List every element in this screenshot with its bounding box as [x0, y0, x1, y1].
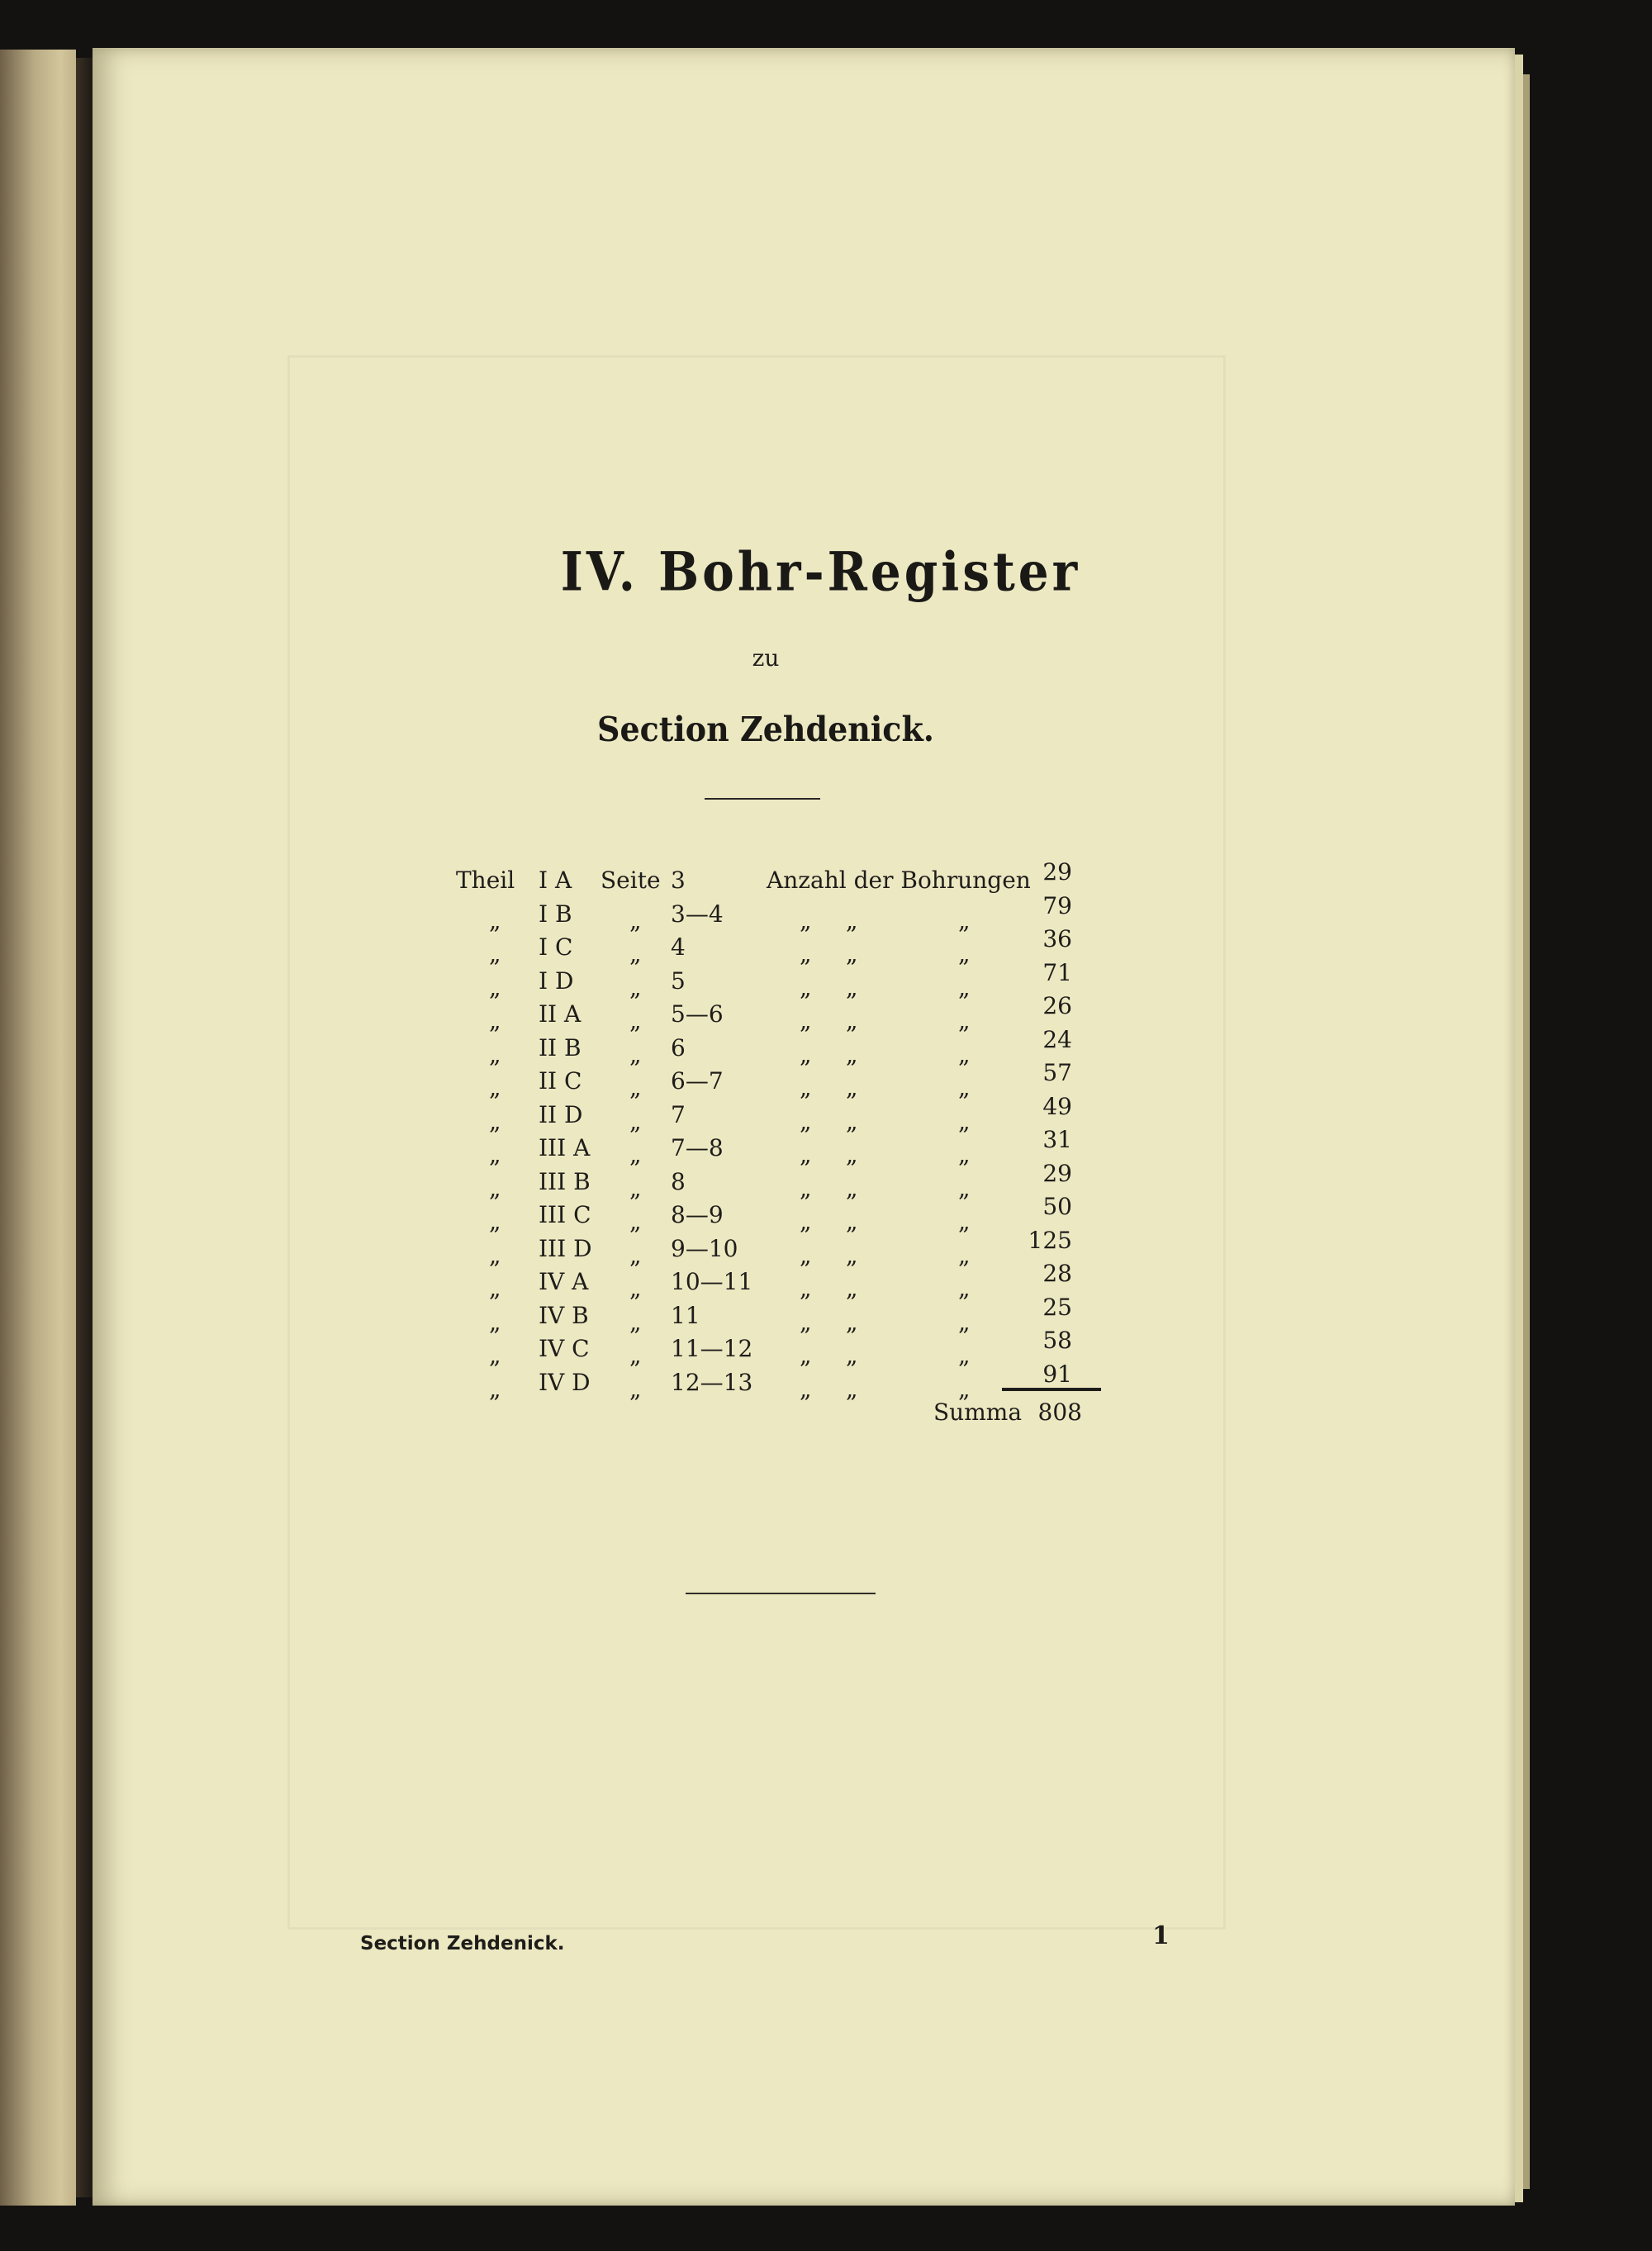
register-part: II A — [539, 1000, 582, 1028]
ditto-mark: „ — [846, 1275, 858, 1302]
ditto-mark: „ — [958, 1141, 971, 1168]
ditto-mark: „ — [629, 1007, 642, 1034]
register-pages: 4 — [671, 933, 686, 961]
register-part: I B — [539, 900, 572, 928]
ditto-mark: „ — [846, 974, 858, 1001]
register-part: III C — [539, 1201, 591, 1228]
register-count: 49 — [1042, 1093, 1072, 1120]
ditto-mark: „ — [800, 1275, 812, 1302]
ditto-mark: „ — [958, 1275, 971, 1302]
ditto-mark: „ — [629, 1141, 642, 1168]
register-part: II D — [539, 1101, 583, 1128]
page-edge — [1515, 55, 1523, 2202]
section-title: Section Zehdenick. — [597, 709, 934, 749]
register-pages: 6 — [671, 1034, 686, 1061]
title-divider — [705, 798, 820, 800]
register-pages: 12—13 — [671, 1369, 753, 1396]
register-part: III A — [539, 1134, 591, 1161]
register-pages: 8 — [671, 1168, 686, 1195]
ditto-mark: „ — [846, 1375, 858, 1403]
ditto-mark: „ — [958, 907, 971, 934]
register-part: I C — [539, 933, 573, 961]
ditto-mark: „ — [800, 1141, 812, 1168]
ditto-mark: „ — [846, 1041, 858, 1068]
ditto-mark: „ — [489, 974, 501, 1001]
ditto-mark: „ — [958, 1308, 971, 1336]
ditto-mark: „ — [489, 1342, 501, 1369]
ditto-mark: „ — [800, 940, 812, 967]
ditto-mark: „ — [489, 940, 501, 967]
register-pages: 3 — [671, 867, 686, 894]
ditto-mark: „ — [958, 1208, 971, 1235]
ditto-mark: „ — [800, 1074, 812, 1101]
ditto-mark: „ — [629, 1041, 642, 1068]
register-count: 29 — [1042, 858, 1072, 886]
register-pages: 5 — [671, 967, 686, 995]
register-count: 28 — [1042, 1260, 1072, 1287]
register-pages: 8—9 — [671, 1201, 724, 1228]
ditto-mark: „ — [800, 1208, 812, 1235]
register-count: 31 — [1042, 1126, 1072, 1153]
ditto-mark: „ — [958, 1041, 971, 1068]
register-count: 26 — [1042, 992, 1072, 1019]
register-part: I D — [539, 967, 574, 995]
ditto-mark: „ — [629, 1074, 642, 1101]
ditto-mark: „ — [489, 1208, 501, 1235]
register-pages: 10—11 — [671, 1268, 753, 1295]
page-title: IV. Bohr-Register — [560, 539, 1081, 604]
ditto-mark: „ — [800, 1108, 812, 1135]
register-pages: 6—7 — [671, 1067, 724, 1095]
ditto-mark: „ — [958, 1342, 971, 1369]
register-count: 79 — [1042, 892, 1072, 919]
register-count: 58 — [1042, 1327, 1072, 1354]
register-part: IV C — [539, 1335, 590, 1362]
ditto-mark: „ — [629, 1108, 642, 1135]
ditto-mark: „ — [846, 1141, 858, 1168]
ditto-mark: „ — [958, 940, 971, 967]
ditto-mark: „ — [958, 974, 971, 1001]
ditto-mark: „ — [800, 1041, 812, 1068]
register-pages: 9—10 — [671, 1235, 738, 1262]
ditto-mark: „ — [629, 1242, 642, 1269]
register-pages: 3—4 — [671, 900, 724, 928]
register-part: III B — [539, 1168, 591, 1195]
ditto-mark: „ — [846, 1108, 858, 1135]
ditto-mark: „ — [489, 1041, 501, 1068]
register-count: 29 — [1042, 1160, 1072, 1187]
ditto-mark: „ — [489, 1308, 501, 1336]
register-count: 57 — [1042, 1059, 1072, 1086]
ditto-mark: „ — [846, 1074, 858, 1101]
register-part: II B — [539, 1034, 582, 1061]
page-number: 1 — [1152, 1921, 1170, 1950]
ditto-mark: „ — [846, 1208, 858, 1235]
register-count: 36 — [1042, 925, 1072, 952]
register-pages: 11 — [671, 1302, 700, 1329]
ditto-mark: „ — [800, 1375, 812, 1403]
ditto-mark: „ — [846, 1242, 858, 1269]
ditto-mark: „ — [958, 1074, 971, 1101]
theil-label: Theil — [456, 867, 515, 894]
register-count: 25 — [1042, 1294, 1072, 1321]
register-part: III D — [539, 1235, 592, 1262]
ditto-mark: „ — [489, 907, 501, 934]
ditto-mark: „ — [629, 1342, 642, 1369]
ditto-mark: „ — [489, 1275, 501, 1302]
ditto-mark: „ — [629, 1275, 642, 1302]
ditto-mark: „ — [958, 1242, 971, 1269]
ditto-mark: „ — [958, 1175, 971, 1202]
register-count: 71 — [1042, 959, 1072, 986]
register-pages: 7 — [671, 1101, 686, 1128]
ditto-mark: „ — [846, 1342, 858, 1369]
register-pages: 7—8 — [671, 1134, 724, 1161]
ditto-mark: „ — [489, 1141, 501, 1168]
page-edge-shadow — [1523, 74, 1530, 2189]
facing-page-edge — [0, 50, 76, 2206]
ditto-mark: „ — [489, 1242, 501, 1269]
ditto-mark: „ — [800, 974, 812, 1001]
ditto-mark: „ — [958, 1108, 971, 1135]
closing-divider — [686, 1593, 876, 1594]
register-count: 24 — [1042, 1026, 1072, 1053]
ditto-mark: „ — [800, 1308, 812, 1336]
register-count: 91 — [1042, 1361, 1072, 1388]
title-connector: zu — [752, 644, 780, 672]
register-count: 50 — [1042, 1193, 1072, 1220]
register-part: I A — [539, 867, 572, 894]
ditto-mark: „ — [958, 1375, 971, 1403]
register-pages: 5—6 — [671, 1000, 724, 1028]
ditto-mark: „ — [846, 1007, 858, 1034]
ditto-mark: „ — [489, 1375, 501, 1403]
ditto-mark: „ — [489, 1007, 501, 1034]
register-part: IV B — [539, 1302, 589, 1329]
register-part: IV D — [539, 1369, 591, 1396]
ditto-mark: „ — [800, 907, 812, 934]
ditto-mark: „ — [800, 1242, 812, 1269]
ditto-mark: „ — [800, 1175, 812, 1202]
ditto-mark: „ — [489, 1175, 501, 1202]
sum-label: Summa — [933, 1399, 1023, 1426]
register-pages: 11—12 — [671, 1335, 753, 1362]
ditto-mark: „ — [629, 974, 642, 1001]
ditto-mark: „ — [489, 1074, 501, 1101]
footer-section-name: Section Zehdenick. — [360, 1933, 565, 1954]
register-part: IV A — [539, 1268, 589, 1295]
seite-label: Seite — [601, 867, 661, 894]
sum-rule — [1002, 1388, 1101, 1391]
ditto-mark: „ — [846, 1308, 858, 1336]
ditto-mark: „ — [629, 1208, 642, 1235]
ditto-mark: „ — [958, 1007, 971, 1034]
ditto-mark: „ — [629, 1175, 642, 1202]
ditto-mark: „ — [489, 1108, 501, 1135]
register-part: II C — [539, 1067, 582, 1095]
ditto-mark: „ — [800, 1342, 812, 1369]
anzahl-label: Anzahl der Bohrungen — [767, 867, 1031, 894]
register-count: 125 — [1028, 1227, 1072, 1254]
ditto-mark: „ — [629, 1308, 642, 1336]
ditto-mark: „ — [846, 1175, 858, 1202]
ditto-mark: „ — [846, 907, 858, 934]
ditto-mark: „ — [629, 907, 642, 934]
sum-value: 808 — [1037, 1399, 1082, 1426]
ditto-mark: „ — [629, 1375, 642, 1403]
ditto-mark: „ — [846, 940, 858, 967]
book-gutter — [76, 58, 94, 2197]
ditto-mark: „ — [800, 1007, 812, 1034]
ditto-mark: „ — [629, 940, 642, 967]
